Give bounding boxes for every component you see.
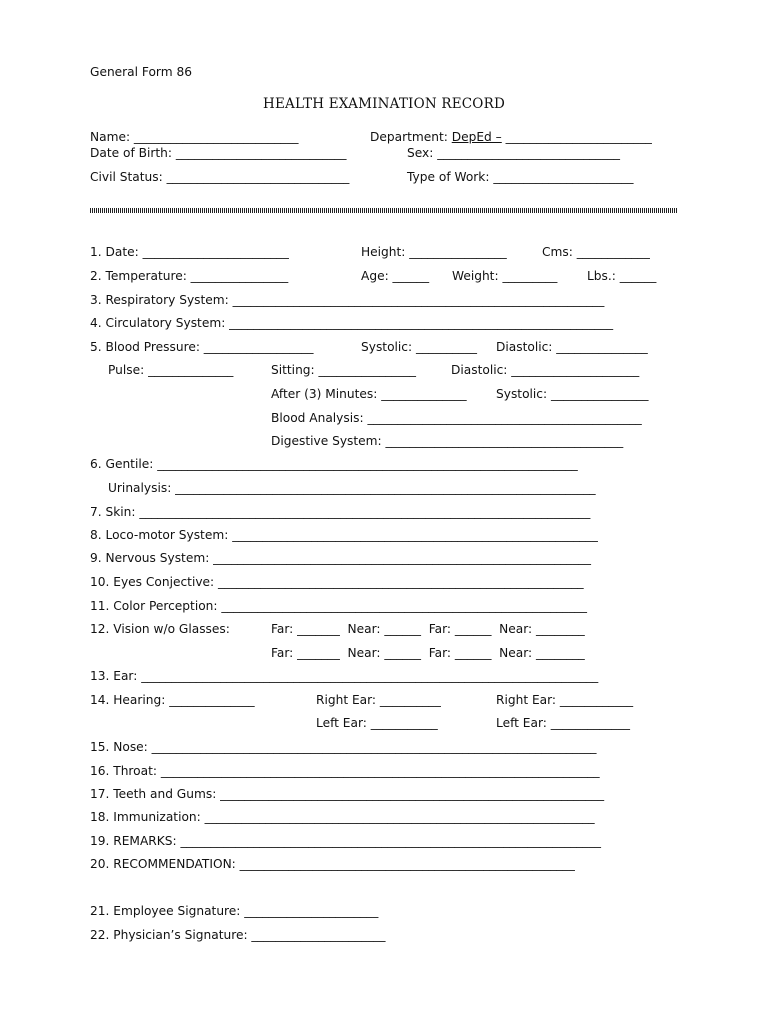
teeth-and-gums-field[interactable]: 17. Teeth and Gums: _______________________________________________________________ <box>90 787 605 801</box>
age-field[interactable]: Age: ______ <box>361 269 430 283</box>
right-ear-field-1[interactable]: Right Ear: __________ <box>316 693 441 707</box>
vision-row-2[interactable]: Far: _______ Near: ______ Far: ______ Near: ________ <box>271 646 585 660</box>
nervous-system-field[interactable]: 9. Nervous System: ______________________________________________________________ <box>90 551 591 565</box>
department-value: DepEd – <box>451 130 502 144</box>
left-ear-field-1[interactable]: Left Ear: ___________ <box>316 716 438 730</box>
vision-row-1[interactable]: Far: _______ Near: ______ Far: ______ Near: ________ <box>271 622 585 636</box>
after-minutes-field[interactable]: After (3) Minutes: ______________ <box>271 387 467 401</box>
pulse-field[interactable]: Pulse: ______________ <box>108 363 234 377</box>
locomotor-system-field[interactable]: 8. Loco-motor System: ____________________________________________________________ <box>90 528 598 542</box>
lbs-field[interactable]: Lbs.: ______ <box>587 269 657 283</box>
left-ear-field-2[interactable]: Left Ear: _____________ <box>496 716 630 730</box>
gentile-field[interactable]: 6. Gentile: _____________________________________________________________________ <box>90 457 578 471</box>
color-perception-field[interactable]: 11. Color Perception: ____________________________________________________________ <box>90 599 587 613</box>
circulatory-system-field[interactable]: 4. Circulatory System: _______________________________________________________________ <box>90 316 614 330</box>
digestive-system-field[interactable]: Digestive System: _______________________________________ <box>271 434 624 448</box>
blood-pressure-field[interactable]: 5. Blood Pressure: __________________ <box>90 340 314 354</box>
nose-field[interactable]: 15. Nose: _________________________________________________________________________ <box>90 740 597 754</box>
diastolic-field[interactable]: Diastolic: _______________ <box>496 340 648 354</box>
diastolic-sitting-field[interactable]: Diastolic: _____________________ <box>451 363 640 377</box>
systolic-after-field[interactable]: Systolic: ________________ <box>496 387 649 401</box>
civil-status-field[interactable]: Civil Status: ______________________________ <box>90 170 350 184</box>
employee-signature-field[interactable]: 21. Employee Signature: ______________________ <box>90 904 379 918</box>
urinalysis-field[interactable]: Urinalysis: _____________________________________________________________________ <box>108 481 596 495</box>
recommendation-field[interactable]: 20. RECOMMENDATION: _______________________________________________________ <box>90 857 575 871</box>
immunization-field[interactable]: 18. Immunization: ________________________________________________________________ <box>90 810 595 824</box>
sex-field[interactable]: Sex: ______________________________ <box>407 146 621 160</box>
type-of-work-field[interactable]: Type of Work: _______________________ <box>407 170 634 184</box>
throat-field[interactable]: 16. Throat: ________________________________________________________________________ <box>90 764 600 778</box>
separator-line <box>90 208 678 213</box>
weight-field[interactable]: Weight: _________ <box>452 269 558 283</box>
skin-field[interactable]: 7. Skin: __________________________________________________________________________ <box>90 505 591 519</box>
department-label: Department: <box>370 130 452 144</box>
physician-signature-field[interactable]: 22. Physician’s Signature: ______________________ <box>90 928 386 942</box>
temperature-field[interactable]: 2. Temperature: ________________ <box>90 269 289 283</box>
right-ear-field-2[interactable]: Right Ear: ____________ <box>496 693 634 707</box>
vision-label: 12. Vision w/o Glasses: <box>90 622 230 636</box>
name-field[interactable]: Name: ___________________________ <box>90 130 299 144</box>
respiratory-system-field[interactable]: 3. Respiratory System: _____________________________________________________________ <box>90 293 605 307</box>
systolic-field[interactable]: Systolic: __________ <box>361 340 477 354</box>
date-of-birth-field[interactable]: Date of Birth: ____________________________ <box>90 146 347 160</box>
sitting-field[interactable]: Sitting: ________________ <box>271 363 417 377</box>
height-field[interactable]: Height: ________________ <box>361 245 507 259</box>
cms-field[interactable]: Cms: ____________ <box>542 245 650 259</box>
department-field[interactable] <box>370 130 652 145</box>
form-title: HEALTH EXAMINATION RECORD <box>263 96 505 112</box>
form-label: General Form 86 <box>90 65 192 79</box>
ear-field[interactable]: 13. Ear: ___________________________________________________________________________ <box>90 669 599 683</box>
eyes-conjective-field[interactable]: 10. Eyes Conjective: ____________________________________________________________ <box>90 575 584 589</box>
department-line: ________________________ <box>501 130 652 144</box>
hearing-field[interactable]: 14. Hearing: ______________ <box>90 693 255 707</box>
blood-analysis-field[interactable]: Blood Analysis: _____________________________________________ <box>271 411 642 425</box>
date-field[interactable]: 1. Date: ________________________ <box>90 245 289 259</box>
remarks-field[interactable]: 19. REMARKS: _____________________________________________________________________ <box>90 834 601 848</box>
